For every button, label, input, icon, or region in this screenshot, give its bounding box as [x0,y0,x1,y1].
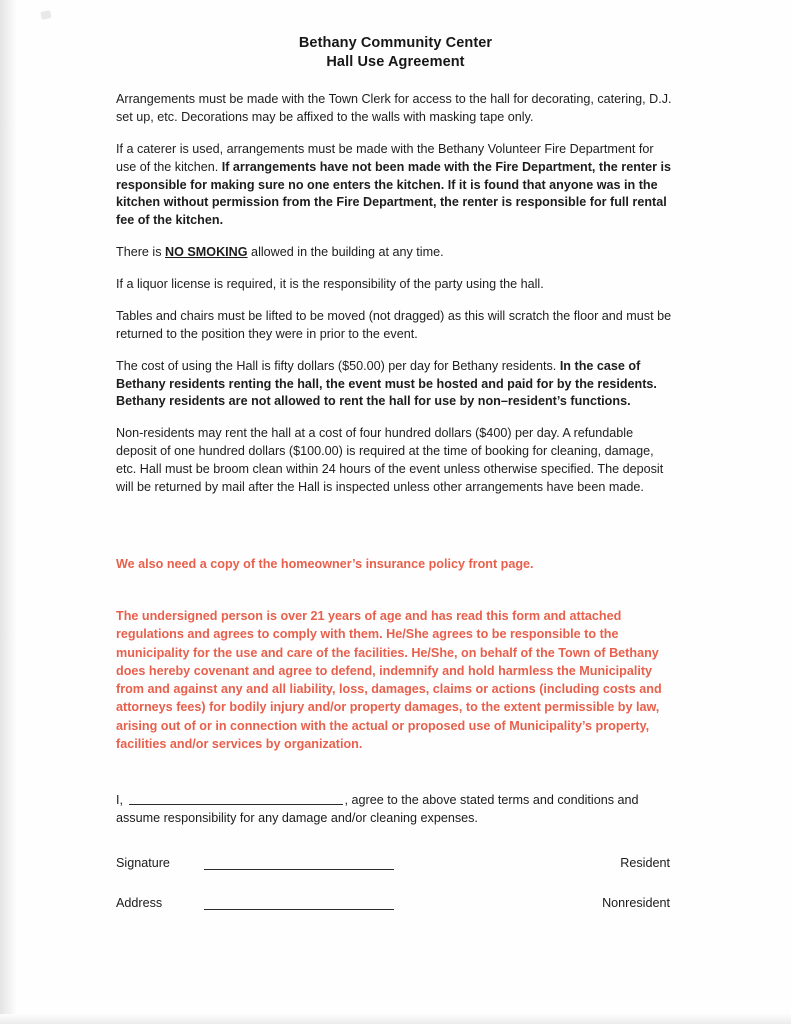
agreement-suffix: , agree to the above stated terms and conditions and assume responsibility for any damage and/or cleaning expenses. [116,793,639,826]
paragraph-run-bold: In the case of Bethany residents renting the hall, the event must be hosted and paid for by the residents. Bethany residents are not allowed to rent the hall for use by non–resident’s functions. [116,358,657,409]
paragraph-nonresident-cost [116,425,672,497]
paragraph-run: If a liquor license is required, it is the responsibility of the party using the hall. [116,277,544,292]
paragraph-run: The cost of using the Hall is fifty dollars ($50.00) per day for Bethany residents. [116,358,560,373]
paragraph-arrangements [116,91,672,127]
paragraph-run: Arrangements must be made with the Town Clerk for access to the hall for decorating, catering, D.J. set up, etc. Decorations may be affixed to the walls with masking tape only. [116,92,672,124]
agreement-line [116,791,672,828]
address-label: Address [116,895,163,910]
nonresident-label: Nonresident [602,895,670,910]
paragraph-run: allowed in the building at any time. [247,245,444,260]
paragraph-liquor-license [116,276,672,294]
red-clause-undersigned: The undersigned person is over 21 years of age and has read this form and attached regulations and agrees to comply with them. He/She agrees to be responsible to the municipality for the use and care of the facilities. He/She, on behalf of the Town of Bethany does hereby covenant and agree to defend, indemnify and hold harmless the Municipality from and against any and all liability, loss, damages, claims or actions (including costs and attorneys fees) for bodily injury and/or property damages, to the extent permissible by law, arising out of or in connection with the actual or proposed use of Municipality’s property, facilities and/or services by organization. [116,609,662,751]
paragraph-run: Tables and chairs must be lifted to be moved (not dragged) as this will scratch the floor and must be returned to the position they were in prior to the event. [116,308,672,341]
signature-blank-field[interactable] [204,856,394,870]
agreement-prefix: I, [116,793,127,808]
page-bottom-edge-shadow [0,1014,791,1024]
spacer [116,753,672,791]
paragraph-run: There is [116,245,165,260]
paragraph-tables-chairs [116,308,672,344]
paragraph-run-bold: If arrangements have not been made with the Fire Department, the renter is responsible for making sure no one enters the kitchen. If it is found that anyone was in the kitchen without permission from the Fire Department, the renter is responsible for full rental fee of the kitchen. [116,159,672,228]
name-blank-field[interactable] [129,792,343,805]
spacer [116,511,672,555]
address-blank-field[interactable] [204,896,394,910]
signature-label: Signature [116,855,170,870]
paragraph-caterer [116,141,672,230]
signature-row-signature [116,856,672,870]
resident-label: Resident [620,855,670,870]
paragraph-resident-cost [116,358,672,412]
red-notice-insurance: We also need a copy of the homeowner’s insurance policy front page. [116,556,534,571]
paragraph-run: If a caterer is used, arrangements must be made with the Bethany Volunteer Fire Department for use of the kitchen. [116,141,654,174]
paragraph-no-smoking [116,244,672,262]
title-line-1: Bethany Community Center [298,35,493,51]
paragraph-run-underline: NO SMOKING [165,245,248,260]
title-line-2: Hall Use Agreement [326,53,465,70]
document-body [55,91,736,910]
spacer [116,573,672,607]
document-title [0,34,791,71]
paragraph-run: Non-residents may rent the hall at a cost of four hundred dollars ($400) per day. A refundable deposit of one hundred dollars ($100.00) is required at the time of booking for cleaning, damage, etc. Hall must be broom clean within 24 hours of the event unless otherwise specified. The deposit will be returned by mail after the Hall is inspected unless other arrangements have been made. [116,426,664,494]
signature-row-address [116,896,672,910]
